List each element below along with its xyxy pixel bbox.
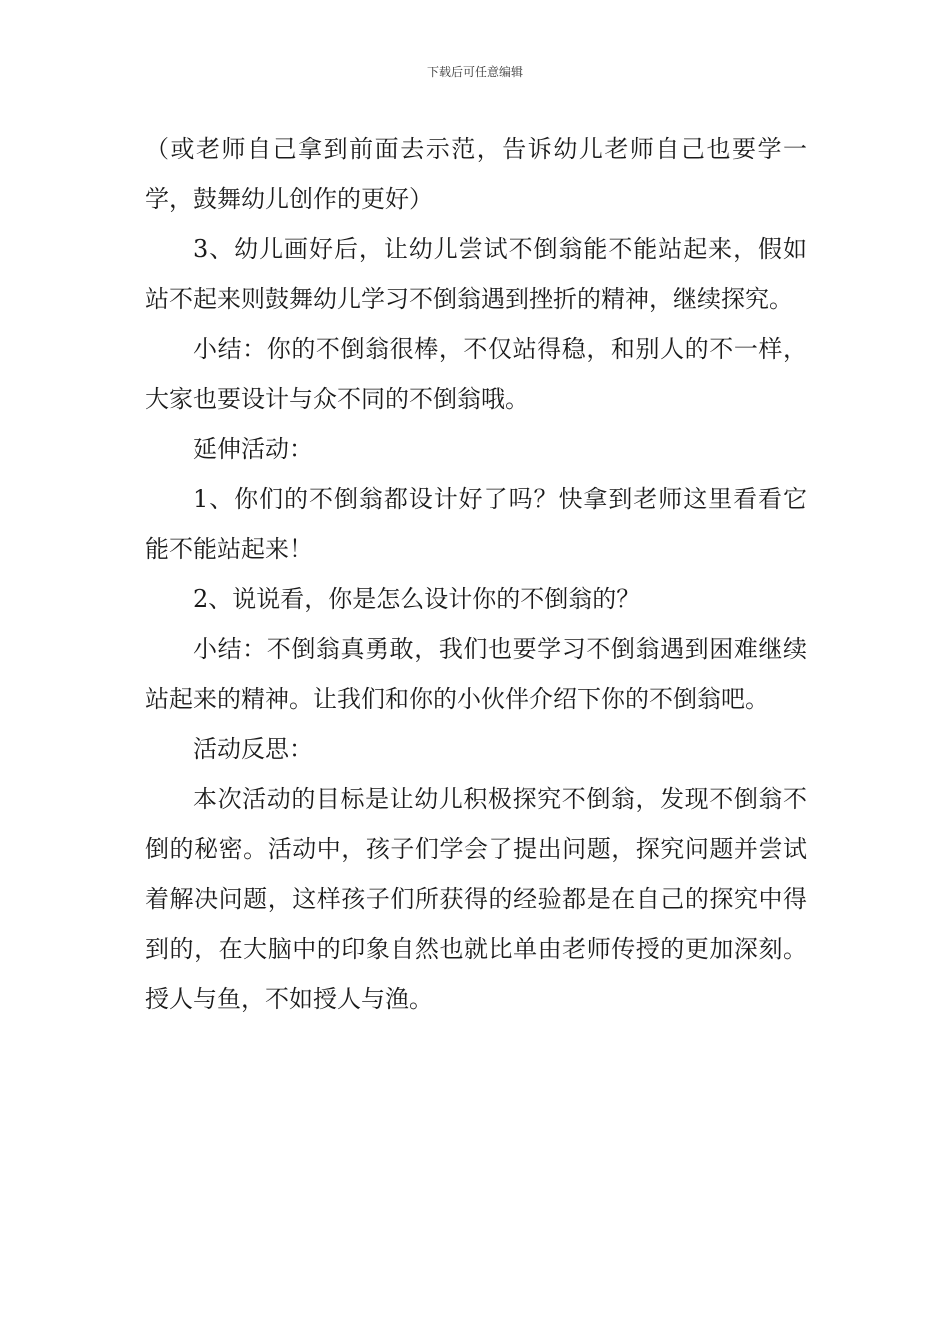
paragraph-step-3: 3、幼儿画好后，让幼儿尝试不倒翁能不能站起来，假如站不起来则鼓舞幼儿学习不倒翁遇到挫折的精神，继续探究。	[145, 235, 807, 313]
paragraph-intro-note: （或老师自己拿到前面去示范，告诉幼儿老师自己也要学一学，鼓舞幼儿创作的更好）	[145, 135, 807, 213]
paragraph-extension-2: 2、说说看，你是怎么设计你的不倒翁的？	[193, 585, 641, 613]
document-body	[145, 124, 807, 1024]
page-header: 下载后可任意编辑	[426, 65, 523, 79]
paragraph-summary-2: 小结：不倒翁真勇敢，我们也要学习不倒翁遇到困难继续站起来的精神。让我们和你的小伙伴介绍下你的不倒翁吧。	[145, 635, 807, 713]
paragraph-extension-1: 1、你们的不倒翁都设计好了吗？快拿到老师这里看看它能不能站起来！	[145, 485, 807, 563]
section-heading-extension: 延伸活动：	[193, 435, 313, 463]
paragraph-reflection: 本次活动的目标是让幼儿积极探究不倒翁，发现不倒翁不倒的秘密。活动中，孩子们学会了提出问题，探究问题并尝试着解决问题，这样孩子们所获得的经验都是在自己的探究中得到的，在大脑中的印象自然也就比单由老师传授的更加深刻。授人与鱼，不如授人与渔。	[145, 785, 807, 1013]
paragraph-summary-1: 小结：你的不倒翁很棒，不仅站得稳，和别人的不一样，大家也要设计与众不同的不倒翁哦。	[145, 335, 807, 413]
section-heading-reflection: 活动反思：	[193, 735, 313, 763]
